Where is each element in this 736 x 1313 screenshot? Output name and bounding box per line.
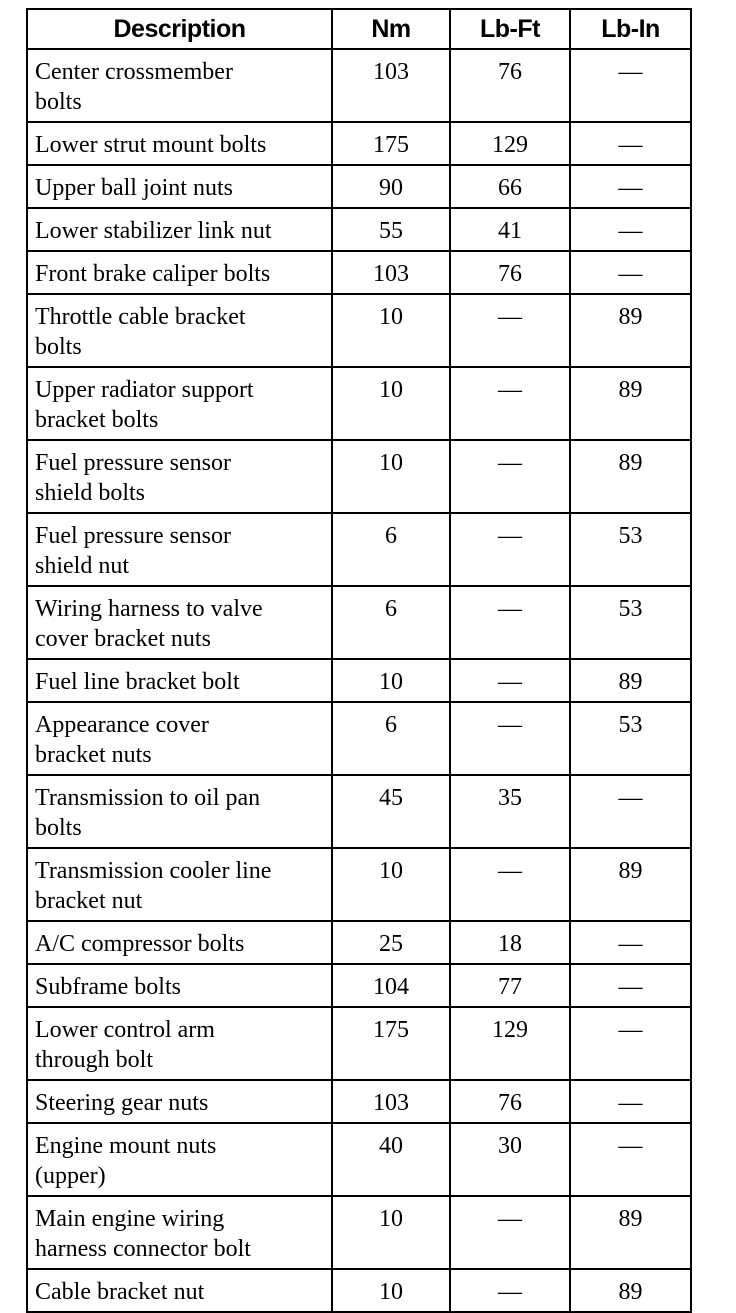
lb-in-cell: — (570, 165, 691, 208)
description-cell (27, 251, 332, 294)
lb-ft-cell: 18 (450, 921, 570, 964)
description-cell (27, 208, 332, 251)
table-row (27, 1196, 691, 1269)
description-line-1: Fuel pressure sensor (35, 450, 231, 476)
description-line-1: Fuel line bracket bolt (35, 669, 240, 695)
description-line-1: Main engine wiring (35, 1206, 225, 1232)
description-line-2: shield bolts (35, 480, 146, 506)
nm-cell: 103 (332, 251, 450, 294)
nm-cell: 6 (332, 586, 450, 659)
table-row (27, 294, 691, 367)
description-line-1: Subframe bolts (35, 974, 181, 1000)
torque-spec-table (26, 8, 692, 1313)
description-cell (27, 921, 332, 964)
lb-ft-cell: — (450, 367, 570, 440)
lb-in-cell: — (570, 208, 691, 251)
lb-ft-cell: 35 (450, 775, 570, 848)
lb-in-cell: — (570, 921, 691, 964)
nm-cell: 45 (332, 775, 450, 848)
table-row (27, 1269, 691, 1312)
description-cell (27, 1196, 332, 1269)
table-row (27, 964, 691, 1007)
description-cell (27, 775, 332, 848)
column-header-lb-ft: Lb-Ft (450, 9, 570, 49)
table-row (27, 659, 691, 702)
description-line-2: shield nut (35, 553, 129, 579)
lb-in-cell: 53 (570, 586, 691, 659)
description-cell (27, 1123, 332, 1196)
lb-in-cell: 89 (570, 367, 691, 440)
table-row (27, 1080, 691, 1123)
lb-ft-cell: — (450, 659, 570, 702)
description-cell (27, 1269, 332, 1312)
table-row (27, 513, 691, 586)
lb-ft-cell: — (450, 1269, 570, 1312)
table-row (27, 122, 691, 165)
lb-ft-cell: — (450, 702, 570, 775)
description-cell (27, 165, 332, 208)
table-row (27, 165, 691, 208)
nm-cell: 6 (332, 513, 450, 586)
description-line-2: bolts (35, 89, 82, 115)
lb-ft-cell: — (450, 1196, 570, 1269)
lb-ft-cell: 77 (450, 964, 570, 1007)
lb-in-cell: — (570, 1007, 691, 1080)
nm-cell: 10 (332, 659, 450, 702)
nm-cell: 25 (332, 921, 450, 964)
lb-in-cell: — (570, 122, 691, 165)
lb-ft-cell: 66 (450, 165, 570, 208)
description-line-2: harness connector bolt (35, 1236, 251, 1262)
description-line-1: Upper ball joint nuts (35, 175, 233, 201)
description-line-1: Lower stabilizer link nut (35, 218, 272, 244)
description-line-2: through bolt (35, 1047, 153, 1073)
nm-cell: 10 (332, 294, 450, 367)
table-row (27, 367, 691, 440)
table-row (27, 702, 691, 775)
lb-ft-cell: — (450, 586, 570, 659)
lb-ft-cell: 41 (450, 208, 570, 251)
description-line-1: Front brake caliper bolts (35, 261, 271, 287)
lb-ft-cell: — (450, 440, 570, 513)
table-row (27, 1123, 691, 1196)
description-line-1: A/C compressor bolts (35, 931, 245, 957)
lb-in-cell: — (570, 775, 691, 848)
description-line-1: Throttle cable bracket (35, 304, 246, 330)
lb-in-cell: 89 (570, 659, 691, 702)
lb-ft-cell: 129 (450, 122, 570, 165)
description-cell (27, 586, 332, 659)
description-line-2: bracket nut (35, 888, 143, 914)
table-row (27, 49, 691, 122)
nm-cell: 103 (332, 49, 450, 122)
description-line-2: cover bracket nuts (35, 626, 211, 652)
lb-in-cell: 89 (570, 294, 691, 367)
description-cell (27, 49, 332, 122)
description-cell (27, 964, 332, 1007)
description-line-1: Fuel pressure sensor (35, 523, 231, 549)
nm-cell: 10 (332, 1196, 450, 1269)
description-line-2: bolts (35, 815, 82, 841)
nm-cell: 6 (332, 702, 450, 775)
lb-in-cell: 53 (570, 513, 691, 586)
lb-ft-cell: 76 (450, 1080, 570, 1123)
column-header-description: Description (27, 9, 332, 49)
description-line-1: Wiring harness to valve (35, 596, 263, 622)
description-line-1: Lower strut mount bolts (35, 132, 267, 158)
table-row (27, 921, 691, 964)
lb-in-cell: 89 (570, 848, 691, 921)
nm-cell: 10 (332, 848, 450, 921)
description-line-1: Transmission to oil pan (35, 785, 261, 811)
column-header-lb-in: Lb-In (570, 9, 691, 49)
lb-ft-cell: 30 (450, 1123, 570, 1196)
description-cell (27, 440, 332, 513)
description-line-1: Upper radiator support (35, 377, 254, 403)
lb-ft-cell: 76 (450, 251, 570, 294)
nm-cell: 175 (332, 122, 450, 165)
description-cell (27, 659, 332, 702)
table-row (27, 251, 691, 294)
description-cell (27, 848, 332, 921)
description-line-1: Center crossmember (35, 59, 233, 85)
nm-cell: 55 (332, 208, 450, 251)
lb-ft-cell: — (450, 513, 570, 586)
lb-in-cell: 89 (570, 1196, 691, 1269)
description-cell (27, 294, 332, 367)
nm-cell: 104 (332, 964, 450, 1007)
nm-cell: 40 (332, 1123, 450, 1196)
nm-cell: 103 (332, 1080, 450, 1123)
lb-ft-cell: — (450, 294, 570, 367)
description-line-2: (upper) (35, 1163, 106, 1189)
lb-in-cell: — (570, 1080, 691, 1123)
lb-in-cell: — (570, 1123, 691, 1196)
description-line-2: bracket bolts (35, 407, 159, 433)
lb-ft-cell: — (450, 848, 570, 921)
description-line-1: Steering gear nuts (35, 1090, 209, 1116)
lb-in-cell: 89 (570, 440, 691, 513)
description-line-1: Cable bracket nut (35, 1279, 205, 1305)
description-cell (27, 1080, 332, 1123)
description-cell (27, 702, 332, 775)
description-line-2: bracket nuts (35, 742, 152, 768)
lb-in-cell: 89 (570, 1269, 691, 1312)
column-header-nm: Nm (332, 9, 450, 49)
lb-in-cell: — (570, 49, 691, 122)
description-cell (27, 513, 332, 586)
nm-cell: 10 (332, 440, 450, 513)
description-cell (27, 1007, 332, 1080)
lb-in-cell: 53 (570, 702, 691, 775)
description-line-1: Appearance cover (35, 712, 209, 738)
description-line-1: Engine mount nuts (35, 1133, 217, 1159)
nm-cell: 90 (332, 165, 450, 208)
description-line-1: Lower control arm (35, 1017, 215, 1043)
table-row (27, 586, 691, 659)
table-header-row (27, 9, 691, 49)
description-line-1: Transmission cooler line (35, 858, 272, 884)
description-cell (27, 367, 332, 440)
table-row (27, 1007, 691, 1080)
table-row (27, 775, 691, 848)
nm-cell: 10 (332, 367, 450, 440)
lb-in-cell: — (570, 251, 691, 294)
nm-cell: 10 (332, 1269, 450, 1312)
table-row (27, 848, 691, 921)
table-body (27, 49, 691, 1312)
nm-cell: 175 (332, 1007, 450, 1080)
lb-in-cell: — (570, 964, 691, 1007)
description-line-2: bolts (35, 334, 82, 360)
lb-ft-cell: 129 (450, 1007, 570, 1080)
table-row (27, 208, 691, 251)
table-row (27, 440, 691, 513)
description-cell (27, 122, 332, 165)
lb-ft-cell: 76 (450, 49, 570, 122)
